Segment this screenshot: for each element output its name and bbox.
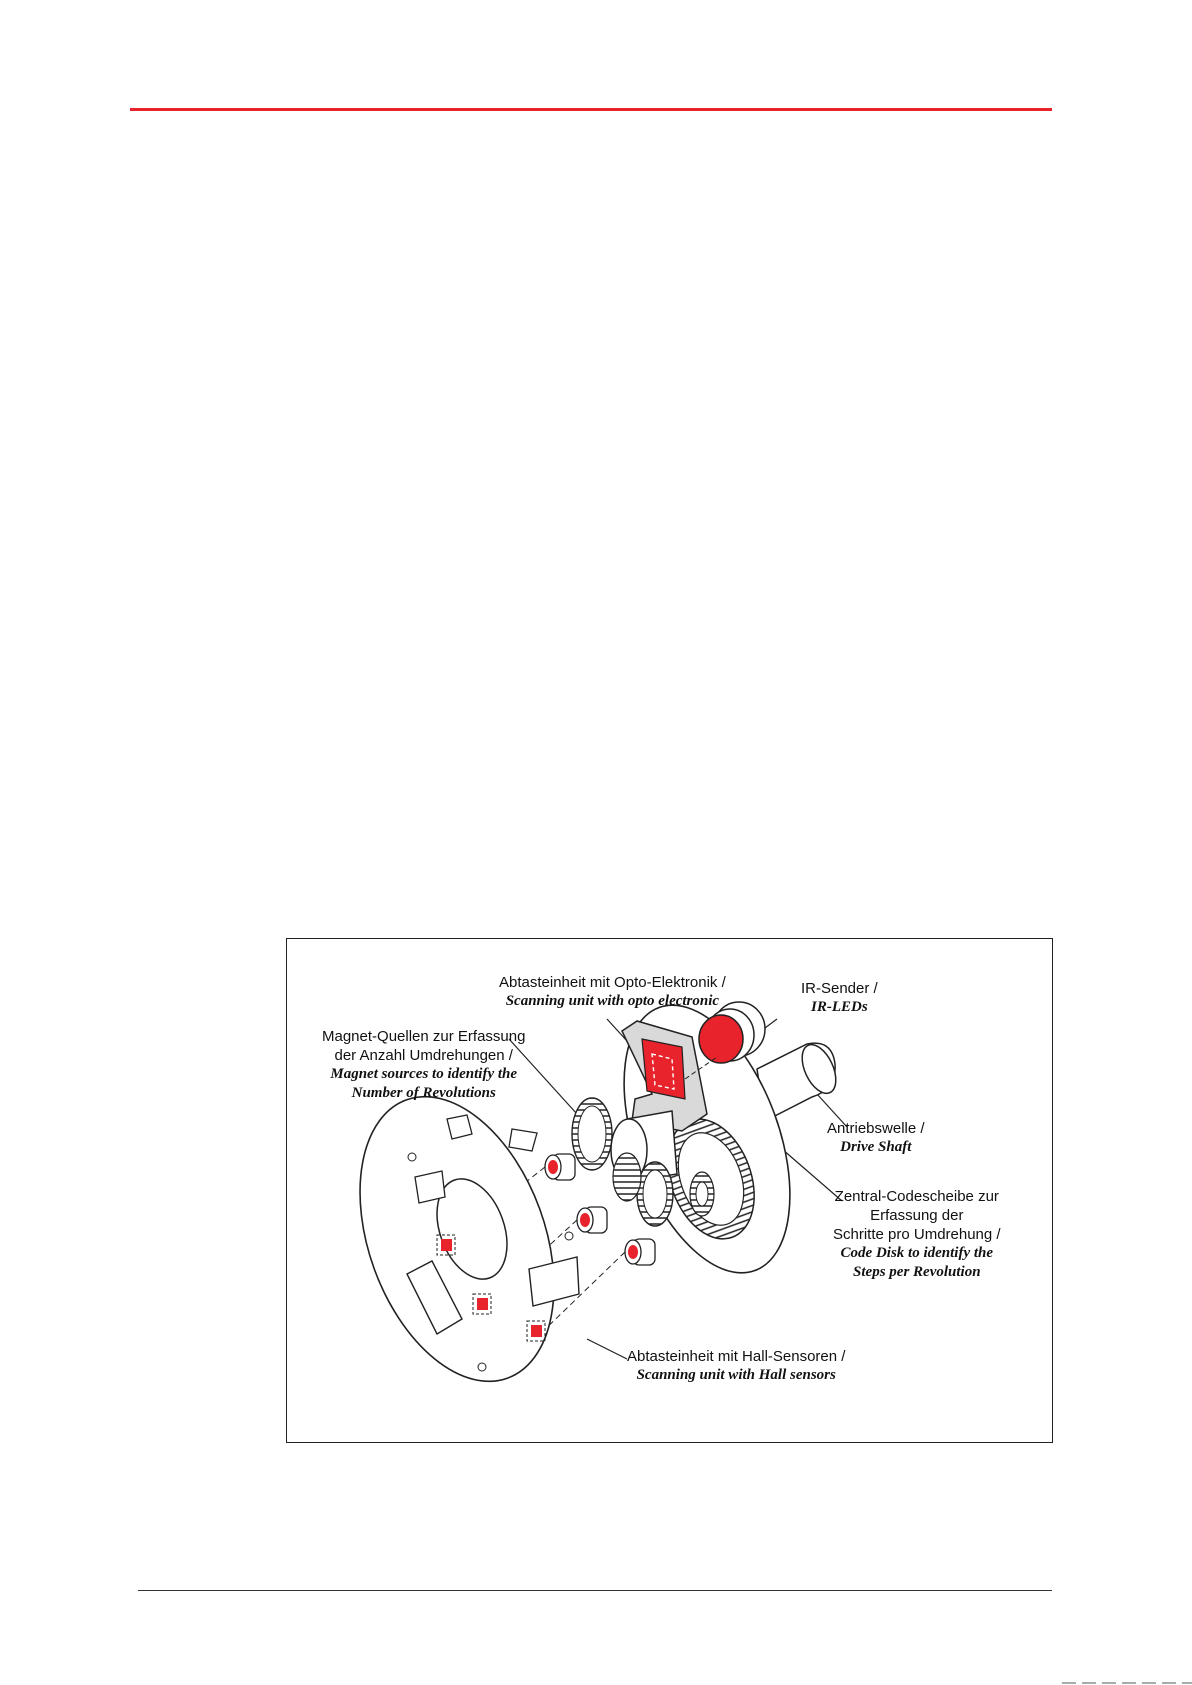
- ir-led-icon: [699, 1002, 765, 1063]
- label-drive-shaft: Antriebswelle / Drive Shaft: [827, 1120, 925, 1155]
- hall-sensor-board-icon: [324, 1070, 591, 1408]
- label-magnet-sources: Magnet-Quellen zur Erfassung der Anzahl Umdrehungen / Magnet sources to identify the Number of Revolutions: [322, 1028, 526, 1101]
- label-code-disk: Zentral-Codescheibe zur Erfassung der Schritte pro Umdrehung / Code Disk to identify the Steps per Revolution: [833, 1188, 1001, 1280]
- label-hall-scanning: Abtasteinheit mit Hall-Sensoren / Scanning unit with Hall sensors: [627, 1348, 846, 1383]
- label-opto-scanning: Abtasteinheit mit Opto-Elektronik / Scanning unit with opto electronic: [499, 974, 726, 1009]
- footer-rule: [138, 1590, 1052, 1591]
- label-ir-sender: IR-Sender / IR-LEDs: [801, 980, 878, 1015]
- header-rule: [130, 108, 1052, 111]
- footer-marks: [1062, 1679, 1192, 1685]
- encoder-exploded-figure: [286, 938, 1053, 1443]
